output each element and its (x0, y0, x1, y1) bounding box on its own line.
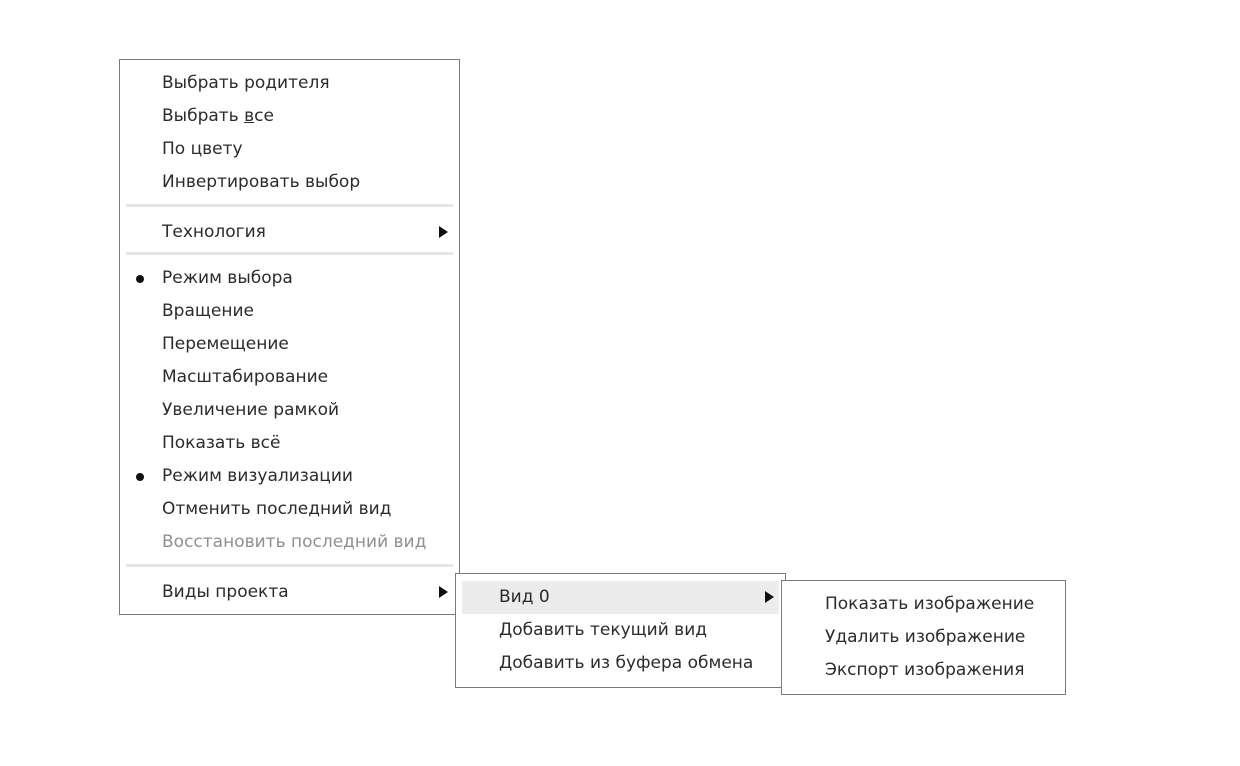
menu-item-show-all[interactable] (120, 427, 459, 460)
menu-item-label: Показать всё (162, 433, 281, 453)
menu-item-rotation[interactable] (120, 295, 459, 328)
submenu-item-show-image[interactable] (782, 588, 1065, 621)
menu-item-label: Показать изображение (825, 594, 1035, 614)
menu-item-scaling[interactable] (120, 361, 459, 394)
menu-item-label: Увеличение рамкой (162, 400, 340, 420)
submenu-item-export-image[interactable] (782, 654, 1065, 687)
menu-item-technology[interactable] (120, 216, 459, 249)
menu-item-label: Выбрать родителя (162, 73, 330, 93)
menu-separator (126, 564, 453, 567)
menu-item-label: Добавить текущий вид (499, 620, 708, 640)
menu-item-select-all[interactable] (120, 100, 459, 133)
menu-item-label: Перемещение (162, 334, 289, 354)
radio-bullet-icon (136, 473, 144, 481)
menu-separator (126, 204, 453, 207)
menu-item-label: Технология (162, 222, 266, 242)
menu-item-label (162, 100, 274, 133)
menu-item-label: Вращение (162, 301, 254, 321)
menu-item-label: Отменить последний вид (162, 499, 392, 519)
submenu-arrow-icon (439, 226, 448, 238)
menu-item-select-parent[interactable] (120, 67, 459, 100)
menu-item-label: Режим выбора (162, 268, 293, 288)
menu-item-project-views[interactable] (120, 576, 459, 609)
menu-item-label: Режим визуализации (162, 466, 353, 486)
menu-item-label: Восстановить последний вид (162, 532, 427, 552)
menu-item-zoom-frame[interactable] (120, 394, 459, 427)
menu-item-label: Инвертировать выбор (162, 172, 361, 192)
mnemonic-letter: в (244, 106, 255, 126)
context-menu (119, 59, 460, 615)
menu-item-label: Вид 0 (499, 587, 550, 607)
submenu-item-add-current-view[interactable] (456, 614, 785, 647)
menu-item-label: Виды проекта (162, 582, 289, 602)
menu-item-redo-last-view (120, 526, 459, 559)
label-part: Выбрать (162, 106, 245, 126)
menu-item-move[interactable] (120, 328, 459, 361)
menu-item-label: По цвету (162, 139, 243, 159)
views-submenu (455, 573, 786, 688)
menu-separator (126, 252, 453, 255)
menu-item-invert-selection[interactable] (120, 166, 459, 199)
submenu-arrow-icon (439, 586, 448, 598)
menu-item-visualization-mode[interactable] (120, 460, 459, 493)
submenu-item-add-from-clipboard[interactable] (456, 647, 785, 680)
submenu-arrow-icon (765, 591, 774, 603)
menu-item-undo-last-view[interactable] (120, 493, 459, 526)
menu-item-label: Масштабирование (162, 367, 329, 387)
radio-bullet-icon (136, 275, 144, 283)
menu-item-label: Добавить из буфера обмена (499, 653, 754, 673)
menu-item-label: Экспорт изображения (825, 660, 1025, 680)
menu-item-label: Удалить изображение (825, 627, 1026, 647)
label-part: се (254, 106, 274, 126)
menu-item-by-color[interactable] (120, 133, 459, 166)
submenu-item-delete-image[interactable] (782, 621, 1065, 654)
image-submenu (781, 580, 1066, 695)
submenu-item-view-0[interactable] (462, 581, 779, 614)
menu-item-selection-mode[interactable] (120, 262, 459, 295)
